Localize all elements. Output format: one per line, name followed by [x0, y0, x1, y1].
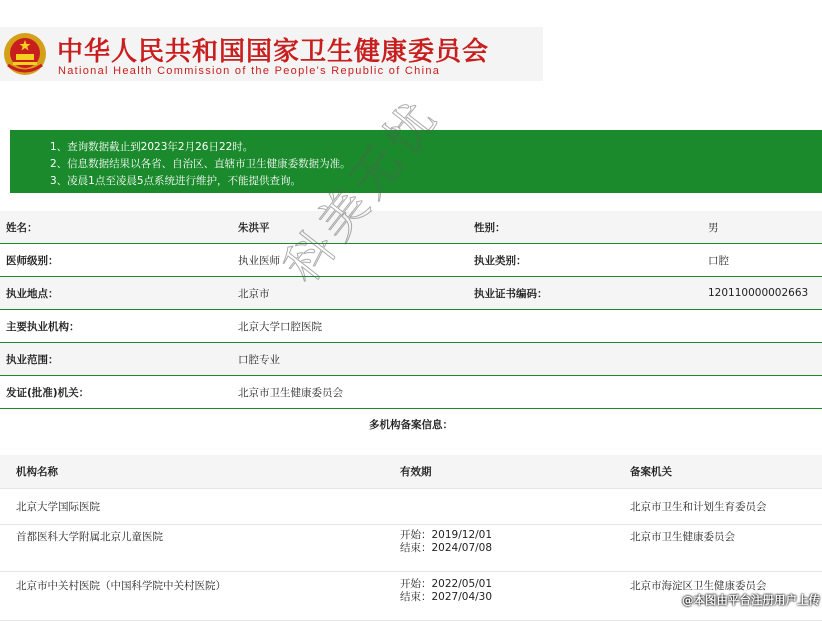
- authority: 北京市卫生和计划生育委员会: [614, 489, 822, 525]
- location-label: 执业地点：: [0, 277, 232, 310]
- validity-start: 开始：2022/05/01: [400, 578, 493, 590]
- table-header-row: [0, 455, 822, 489]
- table-row: [0, 244, 822, 277]
- cert-label: 执业证书编码：: [468, 277, 702, 310]
- category-label: 执业类别：: [468, 244, 702, 277]
- org-name: 北京大学国际医院: [0, 489, 384, 525]
- gender-label: 性别：: [468, 211, 702, 244]
- validity: [384, 572, 614, 621]
- validity-end: 结束：2027/04/30: [400, 591, 493, 603]
- notice-line-3: 3、凌晨1点至凌晨5点系统进行维护，不能提供查询。: [50, 175, 302, 187]
- site-title-english: National Health Commission of the People's Republic of China: [58, 65, 441, 77]
- org-label: 主要执业机构：: [0, 310, 232, 343]
- table-row: [0, 343, 822, 376]
- header-validity: 有效期: [384, 455, 614, 489]
- org-name: 北京市中关村医院（中国科学院中关村医院）: [0, 572, 384, 621]
- table-row: [0, 489, 822, 525]
- category-value: 口腔: [702, 244, 822, 277]
- header-authority: 备案机关: [614, 455, 822, 489]
- scope-value: 口腔专业: [232, 343, 822, 376]
- gender-value: 男: [702, 211, 822, 244]
- notice-line-1: 1、查询数据截止到2023年2月26日22时。: [50, 141, 254, 153]
- table-row: [0, 376, 822, 409]
- header-org: 机构名称: [0, 455, 384, 489]
- name-label: 姓名：: [0, 211, 232, 244]
- validity-end: 结束：2024/07/08: [400, 542, 493, 554]
- site-header: [0, 27, 543, 81]
- authority: 北京市海淀区卫生健康委员会: [614, 572, 822, 621]
- site-title-chinese: 中华人民共和国国家卫生健康委员会: [57, 37, 490, 67]
- footer-watermark: @本图由平台注册用户上传: [682, 593, 820, 607]
- cert-value: 120110000002663: [702, 277, 822, 310]
- multi-org-title: 多机构备案信息：: [369, 419, 453, 431]
- notice-banner: [10, 130, 822, 193]
- validity: [384, 489, 614, 525]
- issuer-value: 北京市卫生健康委员会: [232, 376, 822, 409]
- doctor-info-table: [0, 211, 822, 409]
- validity-start: 开始：2019/12/01: [400, 529, 493, 541]
- location-value: 北京市: [232, 277, 468, 310]
- org-value: 北京大学口腔医院: [232, 310, 822, 343]
- level-value: 执业医师: [232, 244, 468, 277]
- table-row: [0, 310, 822, 343]
- issuer-label: 发证(批准)机关：: [0, 376, 232, 409]
- validity: [384, 525, 614, 572]
- table-row: [0, 211, 822, 244]
- authority: 北京市卫生健康委员会: [614, 525, 822, 572]
- table-row: [0, 277, 822, 310]
- level-label: 医师级别：: [0, 244, 232, 277]
- notice-line-2: 2、信息数据结果以各省、自治区、直辖市卫生健康委数据为准。: [50, 158, 351, 170]
- scope-label: 执业范围：: [0, 343, 232, 376]
- org-name: 首都医科大学附属北京儿童医院: [0, 525, 384, 572]
- national-emblem-icon: [2, 31, 48, 77]
- name-value: 朱洪平: [232, 211, 468, 244]
- table-row: [0, 525, 822, 572]
